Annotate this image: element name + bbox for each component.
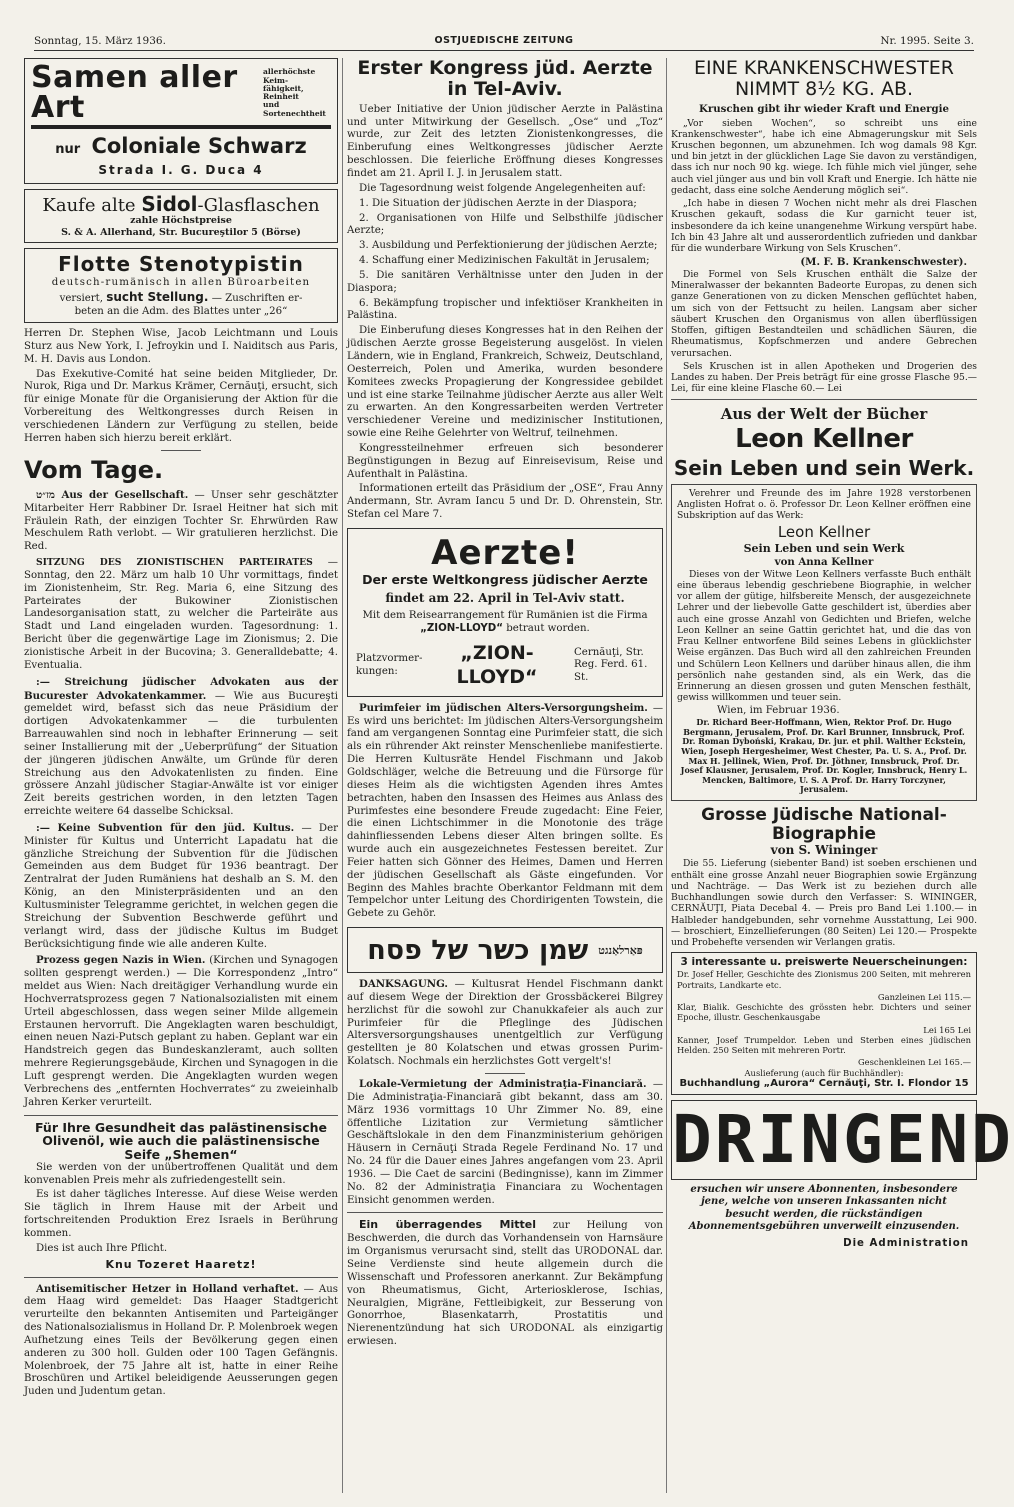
sitzung-text: — Sonntag, den 22. März um halb 10 Uhr vormittags, findet im Zionistenheim, Str. Reg. Maria 6, eine Sitzung des Parteirates der Bukowiner Zionistischen Landesorganisation statt, zu welcher die Parteiräte aus Stadt und Land eingeladen wurden. Tagesordnung: 1. Bericht über die gegenwärtige Lage im Zionismus; 2. Die zionistische Arbeit in der Bucovina; 3. Generalldebatte; 4. Eventualia. — [24, 557, 338, 671]
urodonal-headline: Ein überragendes Mittel — [359, 1218, 537, 1232]
kellner-author: von Anna Kellner — [774, 555, 874, 568]
bio-text: Die 55. Lieferung (siebenter Band) ist soeben erschienen und enthält eine grosse Anzahl neuer Biographien sowie Ergänzung und Nachträge. — Das Werk ist zu beziehen durch alle Buchhandlungen sowie durch den Verfasser: S. WININGER, CERNĂUŢI, Piata Decebal 4. — Preis pro Band Lei 1.100.— in Halbleder handgebunden, sehr vornehme Ausstattung, Lei 900.— broschiert, Einzellieferungen (80 Seiten) Lei 120.— Prospekte und Probehefte versenden wir Verlangen gratis. — [671, 858, 977, 949]
ad-sidol-title-c: -Glasflaschen — [197, 194, 320, 216]
ad-aurora — [671, 952, 977, 1094]
ad-aerzte-firm: „ZION-LLOYD“ — [420, 623, 503, 635]
column-rule — [342, 58, 343, 1493]
ad-seife-text2: Es ist daher tägliches Interesse. Auf diese Weise werden Sie täglich in Ihrem Hause mit der Arbeit und fortschreitenden Produktion Erez Israels in Berührung kommen. — [24, 1189, 338, 1239]
urodonal-text: zur Heilung von Beschwerden, die durch das Vorhandensein von Harnsäure im Organismus verursacht sind, stellt das URODONAL dar. Seine Verdienste sind heute allgemein durch die Wissenschaft und Professoren anerkannt. Zur Bekämpfung von Rheumatismus, Gicht, Arteriosklerose, Ischias, Neuralgien, Migräne, Fettleibigkeit, zur Besserung von Gonorrhoe, Blasenkatarrh, Prostatitis und Nierenentzündung hat sich URODONAL als einzigartig erwiesen. — [347, 1220, 663, 1348]
kellner-mid-title: Leon Kellner — [777, 523, 871, 542]
kruschen-p2: „Ich habe in diesen 7 Wochen nicht mehr als drei Flaschen Kruschen gekauft, sodass die Kur garnicht teuer ist, insbesondere da ich keine unangenehme Wirkung verspürt habe. Ich bin 43 Jahre alt und ausserordentlich zufrieden und dankbar für die wunderbare Wirkung von Sels Kruschen“. — [671, 198, 977, 254]
aurora-book-2: Klar, Bialik. Geschichte des grössten hebr. Dichters und seiner Epoche, illustr. Geschenkausgabe — [677, 1002, 971, 1023]
bio-author: von S. Wininger — [770, 843, 878, 858]
kruschen-title-1: EINE KRANKENSCHWESTER — [694, 57, 954, 79]
kongress-p4: Kongressteilnehmer erfreuen sich besonderer Begünstigungen in Bezug auf Einreisevisum, Reise und Aufenthalt in Palästina. — [347, 442, 663, 480]
ad-samen-firm: Coloniale Schwarz — [91, 134, 307, 158]
ad-samen-bar — [31, 125, 331, 129]
ad-sidol-brand: Sidol — [141, 191, 198, 216]
ad-steno-line2c: — Zuschriften er- — [211, 293, 303, 305]
purim-text: — Es wird uns berichtet: Im jüdischen Alters-Versorgungsheim fand am vergangenen Sonntag eine Purimfeier statt, die sich als ein rührender Akt reinster Menschenliebe manifestierte. Die Herren Kultusräte Hendel Fischmann und Jakob Goldschläger, welche die Betreuung und die Fürsorge für dieses Heim als die wichtigsten Agenden ihres Amtes betrachten, haben den Insassen des Heimes aus Anlass des Purimfestes eine besondere Freude zugedacht: Eine Feier, die einen Lichtschimmer in die Monotonie des träge dahinfliessenden Lebens dieser Alten bringen sollte. Es wurde auch ein ausgezeichnetes Festessen bereitet. Zur Feier hatten sich Gönner des Heimes, Damen und Herren der jüdischen Gesellschaft als Gäste eingefunden. Vor Beginn des Mahles brachte Oberkantor Feldmann mit dem Tempelchor unter Leitung des Chordirigenten Towstein, die Gebete zu Gehör. — [347, 702, 663, 920]
kultus-text: — Der Minister für Kultus und Unterricht Lapadatu hat die gänzliche Streichung der Subvention für die Jüdischen Gemeinden aus dem Budget für 1936 beantragt. Der Zentralrat der Juden Rumäniens hat deshalb an S. M. den König, an den Ministerpräsidenten und an den Kultusminister Telegramme gerichtet, in welchen gegen die Streichung der Subvention Beschwerde geführt und verlangt wird, dass der jüdische Kultus im Budget Berücksichtigung finde wie alle anderen Kulte. — [24, 822, 338, 950]
kongress-item-4: 4. Schaffung einer Medizinischen Fakultät in Jerusalem; — [359, 255, 650, 267]
header-date: Sonntag, 15. März 1936. — [34, 35, 166, 47]
divider — [24, 1277, 338, 1278]
ges-text: — Unser sehr geschätzter Mitarbeiter Herr Rabbiner Dr. Israel Heitner hat sich mit Fräulein Rath, der einzigen Tochter Sr. Ehrwürden Raw Meschulem Rath verlobt. — Wir gratulieren herzlichst. Die Red. — [24, 489, 338, 553]
aurora-delivery: Auslieferung (auch für Buchhändler): — [744, 1067, 904, 1078]
aurora-book-1: Dr. Josef Heller, Geschichte des Zionismus 200 Seiten, mit mehreren Portraits, Landkarte etc. — [677, 969, 971, 990]
kongress-p5: Informationen erteilt das Präsidium der „OSE“, Frau Anny Andermann, Str. Avram Iancu 5 und Dr. D. Ohrenstein, Str. Stefan cel Mare 7. — [347, 483, 663, 521]
advokaten-text: — Wie aus Bucureşti gemeldet wird, befasst sich das neue Präsidium der dortigen Advokatenkammer — die turbulenten Barreauwahlen sind noch in lebhafter Erinnerung — seit seiner Installierung mit der „Ueberprüfung“ der Situation der jüngeren jüdischen Anwälte, um Gründe für deren Streichung aus den Advokatenlisten zu finden. Eine grössere Anzahl jüdischer Stagiar-Anwälte ist vor einiger Zeit bereits gestrichen worden, in den letzten Tagen erreichte weitere 64 dasselbe Schicksal. — [24, 690, 338, 818]
page-header — [34, 33, 974, 51]
advokaten-headline: :— Streichung jüdischer Advokaten aus der Bucurester Advokatenkammer. — [24, 675, 338, 702]
divider — [161, 450, 201, 451]
kultus-headline: :— Keine Subvention für den jüd. Kultus. — [36, 821, 295, 834]
ad-steno-title: Flotte Stenotypistin — [58, 252, 304, 277]
column-rule — [666, 58, 667, 1493]
ad-samen-side: allerhöchste Keim- fähigkeit, Reinheit und Sortenechtheit — [263, 67, 326, 118]
kruschen-p1: „Vor sieben Wochen“, so schreibt uns eine Krankenschwester“, habe ich eine Abmagerungskur mit Sels Kruschen begonnen, um abzunehmen. Ich wog damals 98 Kgr. und bin jetzt in der glücklichen Lage Sie davon zu verständigen, dass ich nur noch 90 kg. wiege. Ich fühle mich viel jünger, sehe auch viel jünger aus und bin voll Kraft und Energie. Ich hätte nie gedacht, dass eine solche Aenderung möglich sei“. — [671, 117, 977, 196]
danksagung-text: — Kultusrat Hendel Fischmann dankt auf diesem Wege der Direktion der Grossbäckerei Bilgrey herzlichst für die sowohl zur Chanukkafeier als auch zur Purimfeier für die Pfleglinge des Jüdischen Altersversorgungshauses unentgeltlich zur Verfügung gestellten je 80 Kolatschen und etwas grossen Purim-Kolatsch. Nochmals ein herzlichstes Gott vergelt's! — [347, 979, 663, 1068]
ad-sidol — [24, 189, 338, 244]
kellner-text: Dieses von der Witwe Leon Kellners verfasste Buch enthält eine überaus lebendig geschriebene Biographie, in welcher vor allem der gütige, hilfsbereite Mensch, der ausgezeichnete Lehrer und der liebevolle Gatte geschildert ist, überdies aber auch eine grosse Anzahl von Gedichten und Briefen, welche Leon Kellner an seine Gattin gerichtet hat, und die das von Frau Kellner entworfene Bild seines Lebens in glücklichster Weise ergänzen. Das Buch wird all den zahlreichen Freunden und Schülern Leon Kellners und darüber hinaus allen, die ihm persönlich nahe gestanden sind, als ein Werk, das die Erinnerung an diesen grossen und guten Menschen festhält, gewiss willkommen und teuer sein. — [677, 568, 971, 704]
paragraph-exekutive: Das Exekutive-Comité hat seine beiden Mitglieder, Dr. Nurok, Riga und Dr. Markus Krämer, Cernăuţi, ersucht, sich für einige Monate für die Organisierung der Aktion für die Vorbereitung des Weltkongresses durch Reisen in verschiedenen Ländern zur Verfügung zu stellen, beide Herren haben sich hierzu bereit erklärt. — [24, 368, 338, 444]
ges-headline: מז״ט Aus der Gesellschaft. — [36, 488, 189, 501]
kongress-title: Erster Kongress jüd. Aerzte in Tel-Aviv. — [357, 57, 653, 100]
ad-seife-text1: Sie werden von der unübertroffenen Qualität und dem konvenablen Preis mehr als zufriedengestellt sein. — [24, 1161, 338, 1186]
divider — [485, 1073, 525, 1074]
hetzer-text: — Aus dem Haag wird gemeldet: Das Haager Stadtgericht verurteilte den bekannten Antisemiten und Parteigänger des Nationalsozialismus in Holland Dr. P. Molenbroek wegen Aufhetzung eines Teils der Bevölkerung gegen einen anderen zu 300 holl. Gulden oder 100 Tagen Gefängnis. Molenbroek, der 75 Jahre alt ist, hatte in einer Reihe Broschüren und Artikel beleidigende Aeusserungen gegen Juden und Judentum getan. — [24, 1283, 338, 1398]
ad-shemen-tag: פּאַרלאַנגט — [598, 944, 643, 958]
ad-sidol-line2: S. & A. Allerhand, Str. Bucureştilor 5 (Börse) — [61, 227, 301, 239]
ad-steno-line3: beten an die Adm. des Blattes unter „26“ — [74, 306, 288, 318]
kellner-mid-sub: Sein Leben und sein Werk — [743, 542, 905, 556]
aurora-book-1-price: Ganzleinen Lei 115.— — [877, 991, 971, 1002]
ad-shemen-pessach — [347, 927, 663, 973]
divider — [24, 1115, 338, 1116]
kellner-date: Wien, im Februar 1936. — [717, 705, 840, 717]
header-page-number: Nr. 1995. Seite 3. — [880, 35, 974, 47]
kongress-item-3: 3. Ausbildung und Perfektionierung der jüdischen Aerzte; — [359, 240, 658, 252]
kellner-big-title: Leon Kellner — [735, 424, 913, 455]
ad-steno-sucht: sucht Stellung. — [106, 290, 209, 305]
nazis-text: (Kirchen und Synagogen sollten gesprengt werden.) — Die Korrespondenz „Intro“ meldet aus Wien: Nach dreitägiger Verhandlung wurde ein Hochverratsprozess gegen 7 Nationalsozialisten mit einem Urteil abgeschlossen, dass wegen seiner Milde allgemein Erstaunen hervorruft. Die Angeklagten waren beschuldigt, einen neuen Nazi-Putsch geplant zu haben. Geplant war ein Handstreich gegen das Bundeskanzleramt, auch sollten mehrere Regierungsgebäude, Kirchen und Synagogen in die Luft gesprengt werden. Die Angeklagten wurden wegen Verbrechens des „entfernten Hochverrates“ zu zweieinhalb Jahren Kerker verurteilt. — [24, 955, 339, 1108]
ad-shemen-seife — [24, 1121, 338, 1272]
nazis-headline: Prozess gegen Nazis in Wien. — [36, 954, 206, 967]
kellner-names: Dr. Richard Beer-Hoffmann, Wien, Rektor Prof. Dr. Hugo Bergmann, Jerusalem, Prof. Dr. Karl Brunner, Innsbruck, Prof. Dr. Roman Dyboński, Krakau, Dr. jur. et phil. Walther Eckstein, Wien, Joseph Hergesheimer, West Chester, Pa. U. S. A., Prof. Dr. Max H. Jellinek, Wien, Prof. Dr. Jöthner, Innsbruck, Prof. Dr. Josef Klausner, Jerusalem, Prof. Dr. Kogler, Innsbruck, Henry L. Mencken, Baltimore, U. S. A Prof. Dr. Harry Torczyner, Jerusalem. — [680, 717, 968, 795]
ad-samen-address: Strada I. G. Duca 4 — [98, 163, 264, 178]
purim-headline: Purimfeier im jüdischen Alters-Versorgungsheim. — [359, 701, 648, 714]
danksagung-headline: DANKSAGUNG. — [359, 978, 448, 991]
aurora-book-3: Kanner, Josef Trumpeldor. Leben und Sterben eines jüdischen Helden. 250 Seiten mit mehreren Portr. — [677, 1034, 971, 1056]
kruschen-title-2: NIMMT 8½ KG. AB. — [734, 77, 914, 100]
ad-shemen-text: שמן כשר של פסח — [367, 935, 589, 967]
ad-aerzte-line1b: betraut worden. — [506, 623, 590, 635]
dringend-sign: Die Administration — [843, 1237, 969, 1249]
ad-sidol-line1: zahle Höchstpreise — [130, 215, 232, 227]
kongress-item-2: 2. Organisationen von Hilfe und Selbsthilfe jüdischer Aerzte; — [347, 212, 663, 237]
aurora-store: Buchhandlung „Aurora“ Cernăuţi, Str. I. Flondor 15 — [679, 1077, 969, 1089]
ad-seife-text3: Dies ist auch Ihre Pflicht. — [36, 1242, 168, 1254]
section-vom-tage: Vom Tage. — [24, 455, 164, 484]
aurora-title: 3 interessante u. preiswerte Neuerscheinungen: — [680, 956, 968, 969]
dringend-banner: DRINGEND — [672, 1100, 1014, 1178]
ad-seife-sign: Knu Tozeret Haaretz! — [105, 1257, 257, 1271]
sitzung-headline: SITZUNG DES ZIONISTISCHEN PARTEIRATES — [36, 557, 313, 569]
kongress-item-6: 6. Bekämpfung tropischer und infektiöser Krankheiten in Palästina. — [347, 297, 663, 322]
ad-aerzte-addr: Cernăuţi, Str. Reg. Ferd. 61. St. — [574, 646, 648, 684]
ad-samen — [24, 58, 338, 184]
ad-aerzte-date: findet am 22. April in Tel-Aviv statt. — [385, 591, 625, 606]
ad-samen-title: Samen aller Art — [31, 60, 238, 125]
kruschen-p3: Die Formel von Sels Kruschen enthält die Salze der Mineralwasser der bekannten Badeorte Europas, zu denen sich ganze Generationen von zu dicken Menschen geflüchtet haben, um sich von der Fettsucht zu heilen. Langsam aber sicher säubert Kruschen den Organismus von allen überflüssigen Stoffen, giftigen Bestandteilen und schädlichen Säuren, die Rheumatismus, Kopfschmerzen und andere Gebrechen verursachen. — [671, 269, 977, 359]
kellner-box — [671, 484, 977, 801]
paragraph-herren: Herren Dr. Stephen Wise, Jacob Leichtmann und Louis Sturz aus New York, I. Jefroykin und I. Naiditsch aus Paris, M. H. Davis aus London. — [24, 328, 338, 365]
kellner-intro: Verehrer und Freunde des im Jahre 1928 verstorbenen Anglisten Hofrat o. ö. Professor Dr. Leon Kellner eröffnen eine Subskription auf das Werk: — [677, 487, 971, 521]
buecher-heading: Aus der Welt der Bücher — [720, 405, 928, 424]
aurora-book-3-price: Geschenkleinen Lei 165.— — [857, 1057, 971, 1068]
lokal-text: — Die Administraţia-Financiară gibt bekannt, dass am 30. März 1936 vormittags 10 Uhr Zimmer No. 89, eine öffentliche Lizitation zur Vermietung sämtlicher Geschäftslokale in den dem Finanzministerium gehörigen Häusern in Cernăuţi Strada Regele Ferdinand No. 17 und No. 24 für die Dauer eines Jahres angefangen vom 23. April 1936. — Die Caet de sarcini (Bedingnisse), kann im Zimmer No. 82 der Administraţia Financiara zu Wochentagen Einsicht genommen werden. — [347, 1079, 663, 1206]
kruschen-p4: Sels Kruschen ist in allen Apotheken und Drogerien des Landes zu haben. Der Preis beträgt für eine grosse Flasche 95.— Lei, für eine kleine Flasche 60.— Lei — [671, 360, 977, 395]
kongress-p3: Die Einberufung dieses Kongresses hat in den Reihen der jüdischen Aerzte grosse Begeisterung ausgelöst. In vielen Ländern, wie in England, Frankreich, Schweiz, Deutschland, Oesterreich, Polen und Amerika, wurden besondere Komitees zwecks Propagierung der Kongressidee gebildet und ist eine starke Teilnahme jüdischer Aerzte aus aller Welt zu erwarten. An den Kongressarbeiten werden Vertreter verschiedener Vereine und medizinischer Institutionen, sowie eine Reihe Gelehrter von Weltruf, teilnehmen. — [347, 325, 663, 440]
column-2 — [347, 58, 663, 1498]
kongress-item-1: 1. Die Situation der jüdischen Aerzte in der Diaspora; — [359, 197, 637, 209]
ad-aerzte-plz: Platzvormer-kungen: — [356, 652, 423, 677]
aurora-book-2-price: Lei 165 Lei — [923, 1024, 971, 1035]
ad-samen-nur: nur — [55, 142, 81, 157]
ad-steno-line1: deutsch-rumänisch in allen Büroarbeiten — [51, 277, 311, 289]
kongress-p2: Die Tagesordnung weist folgende Angelegenheiten auf: — [359, 182, 646, 194]
kellner-big-sub: Sein Leben und sein Werk. — [673, 455, 975, 480]
ad-aerzte-sub: Der erste Weltkongress jüdischer Aerzte — [362, 572, 648, 588]
ad-aerzte-title: Aerzte! — [431, 532, 579, 573]
hetzer-headline: Antisemitischer Hetzer in Holland verhaftet. — [36, 1282, 299, 1295]
kongress-p1: Ueber Initiative der Union jüdischer Aerzte in Palästina und unter Mitwirkung der Gesellsch. „Ose“ und „Toz“ wurde, zur Zeit des letzten Zionistenkongresses, die Einberufung eines Weltkongresses jüdischer Aerzte beschlossen. Die feierliche Eröffnung dieses Kongresses findet am 21. April I. J. in Jerusalem statt. — [347, 103, 663, 179]
kruschen-sign: (M. F. B. Krankenschwester). — [800, 256, 967, 269]
lokal-headline: Lokale-Vermietung der Administraţia-Financiară. — [359, 1078, 647, 1091]
divider — [671, 399, 977, 400]
kongress-item-5: 5. Die sanitären Verhältnisse unter den Juden in der Diaspora; — [347, 269, 663, 294]
column-3 — [671, 57, 1014, 1498]
ad-aerzte-zion: „ZION-LLOYD“ — [456, 641, 538, 688]
column-1 — [24, 58, 338, 1498]
header-paper-name: OSTJUEDISCHE ZEITUNG — [434, 35, 574, 46]
ad-seife-title: Für Ihre Gesundheit das palästinensische Olivenöl, wie auch die palästinensische Seife „Shemen“ — [35, 1119, 327, 1162]
ad-steno-line2a: versiert, — [59, 293, 103, 305]
divider — [347, 1212, 663, 1213]
bio-title: Grosse Jüdische National-Biographie — [701, 805, 947, 844]
ad-aerzte — [347, 528, 663, 697]
dringend-text: ersuchen wir unsere Abonnenten, insbesondere jene, welche von unseren Inkassanten nicht besucht werden, die rückständigen Abonnementsgebühren unverweilt einzusenden. — [688, 1183, 960, 1233]
ad-sidol-title-a: Kaufe alte — [42, 194, 136, 216]
ad-stenotypistin — [24, 248, 338, 323]
kruschen-sub: Kruschen gibt ihr wieder Kraft und Energie — [698, 102, 950, 115]
ad-aerzte-line1: Mit dem Reisearrangement für Rumänien ist die Firma — [362, 610, 648, 622]
